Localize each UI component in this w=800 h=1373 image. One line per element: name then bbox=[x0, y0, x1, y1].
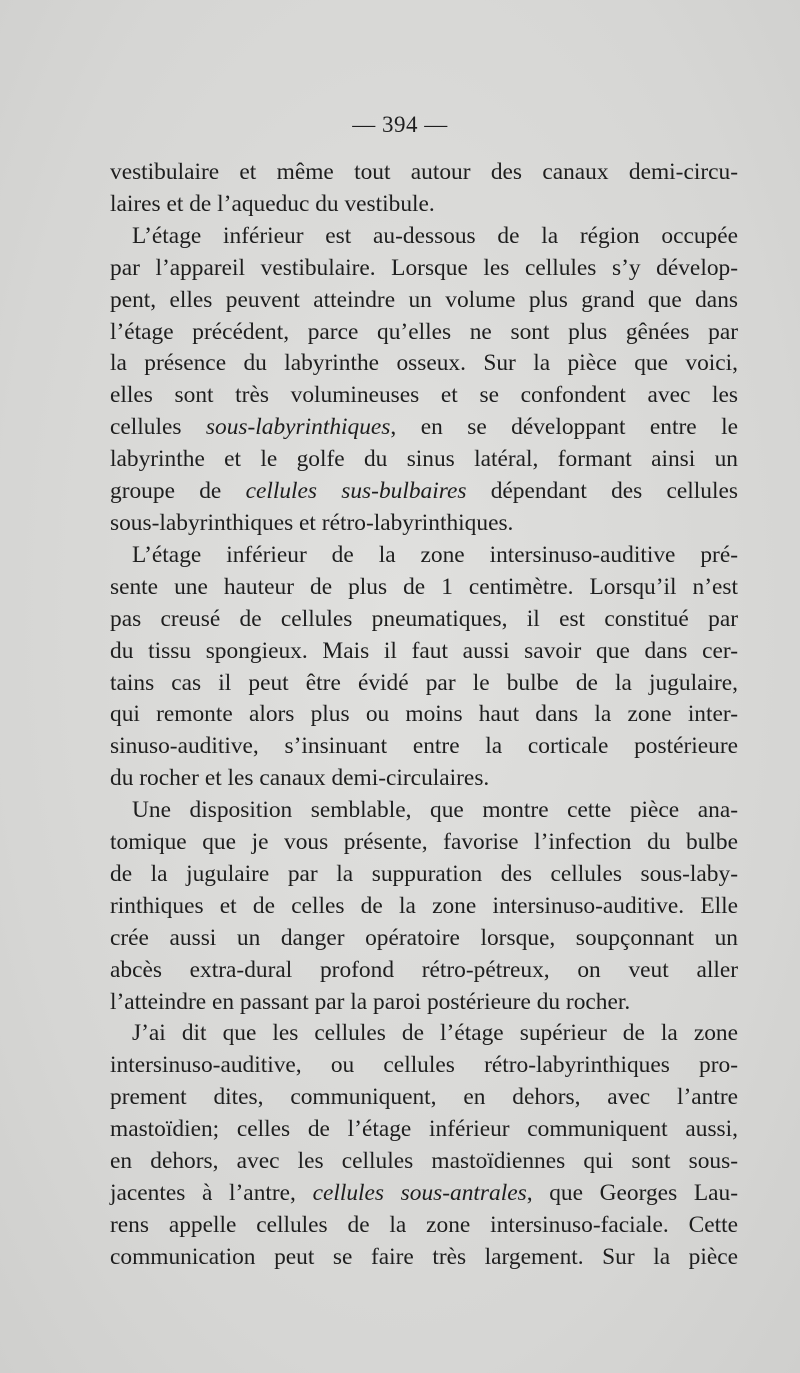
text-run: pas creusé de cellules pneumatiques, il est constitué par bbox=[110, 605, 738, 632]
text-line bbox=[110, 1242, 738, 1274]
text-line bbox=[110, 285, 738, 317]
text-run: crée aussi un danger opératoire lorsque, soupçonnant un bbox=[110, 924, 738, 951]
text-run: elles sont très volumineuses et se confondent avec les bbox=[110, 382, 738, 409]
page-number: — 394 — bbox=[352, 112, 448, 137]
text-line bbox=[110, 380, 738, 412]
text-line bbox=[110, 731, 738, 763]
text-line bbox=[110, 317, 738, 349]
text-run: J’ai dit que les cellules de l’étage supérieur de la zone bbox=[132, 1020, 738, 1047]
text-line bbox=[110, 1146, 738, 1178]
text-run: en dehors, avec les cellules mastoïdiennes qui sont sous- bbox=[110, 1148, 738, 1175]
text-run: la présence du labyrinthe osseux. Sur la pièce que voici, bbox=[110, 350, 738, 377]
text-run: du tissu spongieux. Mais il faut aussi savoir que dans cer- bbox=[110, 637, 738, 664]
text-run: communication peut se faire très largement. Sur la pièce bbox=[110, 1243, 738, 1270]
text-line bbox=[110, 444, 738, 476]
text-line bbox=[110, 859, 738, 891]
paragraph bbox=[110, 157, 738, 221]
text-run: prement dites, communiquent, en dehors, avec l’antre bbox=[110, 1084, 738, 1111]
text-run: sente une hauteur de plus de 1 centimètre. Lorsqu’il n’est bbox=[110, 573, 738, 600]
paragraph bbox=[110, 795, 738, 1018]
text-line bbox=[110, 253, 738, 285]
text-run: intersinuso-auditive, ou cellules rétro-labyrinthiques pro- bbox=[110, 1052, 738, 1079]
text-run: l’étage précédent, parce qu’elles ne sont plus gênées par bbox=[110, 318, 738, 345]
text-line bbox=[110, 1178, 738, 1210]
paragraph bbox=[110, 540, 738, 795]
text-line bbox=[110, 923, 738, 955]
text-run: cellules bbox=[110, 414, 206, 441]
text-run: l’atteindre en passant par la paroi postérieure du rocher. bbox=[110, 988, 631, 1015]
text-run: de la jugulaire par la suppuration des cellules sous-laby- bbox=[110, 860, 738, 887]
text-run: du rocher et les canaux demi-circulaires. bbox=[110, 765, 490, 792]
text-line bbox=[110, 1050, 738, 1082]
text-run: par l’appareil vestibulaire. Lorsque les cellules s’y dévelop- bbox=[110, 254, 738, 281]
italic-term: cellules sous-antrales bbox=[312, 1180, 527, 1206]
text-run: tains cas il peut être évidé par le bulbe de la jugulaire, bbox=[110, 669, 738, 696]
text-line bbox=[110, 795, 738, 827]
text-run: mastoïdien; celles de l’étage inférieur communiquent aussi, bbox=[110, 1116, 738, 1143]
text-line bbox=[110, 668, 738, 700]
text-line bbox=[110, 1114, 738, 1146]
body-text bbox=[110, 157, 738, 1274]
text-run: jacentes à l’antre, bbox=[110, 1180, 313, 1206]
text-run: qui remonte alors plus ou moins haut dans la zone inter- bbox=[110, 701, 738, 728]
text-run: rinthiques et de celles de la zone intersinuso-auditive. Elle bbox=[110, 892, 738, 919]
text-line bbox=[110, 636, 738, 668]
text-run: groupe de bbox=[110, 478, 246, 505]
text-run: L’étage inférieur est au-dessous de la région occupée bbox=[132, 222, 738, 249]
text-run: Une disposition semblable, que montre cette pièce ana- bbox=[132, 797, 738, 824]
text-line bbox=[110, 189, 738, 221]
text-line bbox=[110, 572, 738, 604]
text-run: , que Georges Lau- bbox=[526, 1180, 738, 1206]
text-run: labyrinthe et le golfe du sinus latéral, formant ainsi un bbox=[110, 446, 738, 473]
text-run: vestibulaire et même tout autour des canaux demi-circu- bbox=[110, 159, 738, 185]
text-line bbox=[110, 1082, 738, 1114]
text-line bbox=[110, 1210, 738, 1242]
text-run: sinuso-auditive, s’insinuant entre la corticale postérieure bbox=[110, 733, 738, 760]
italic-term: sous-labyrinthiques bbox=[205, 414, 391, 441]
italic-term: cellules sus-bulbaires bbox=[245, 478, 467, 505]
paragraph bbox=[110, 221, 738, 540]
text-line bbox=[110, 540, 738, 572]
paragraph bbox=[110, 1018, 738, 1273]
text-line bbox=[110, 348, 738, 380]
text-line bbox=[110, 987, 738, 1019]
text-run: rens appelle cellules de la zone intersinuso-faciale. Cette bbox=[110, 1211, 738, 1238]
text-line bbox=[110, 157, 738, 189]
text-run: sous-labyrinthiques et rétro-labyrinthiques. bbox=[110, 509, 514, 536]
text-line bbox=[110, 955, 738, 987]
text-line bbox=[110, 827, 738, 859]
text-run: L’étage inférieur de la zone intersinuso-auditive pré- bbox=[132, 541, 738, 568]
text-run: pent, elles peuvent atteindre un volume plus grand que dans bbox=[110, 286, 738, 313]
text-line bbox=[110, 604, 738, 636]
text-run: tomique que je vous présente, favorise l’infection du bulbe bbox=[110, 829, 738, 856]
text-line bbox=[110, 699, 738, 731]
text-line bbox=[110, 412, 738, 444]
text-line bbox=[110, 508, 738, 540]
text-run: , en se développant entre le bbox=[390, 414, 738, 441]
text-line bbox=[110, 221, 738, 253]
text-run: abcès extra-dural profond rétro-pétreux, on veut aller bbox=[110, 956, 738, 983]
text-line bbox=[110, 891, 738, 923]
text-line bbox=[110, 476, 738, 508]
text-run: dépendant des cellules bbox=[466, 478, 738, 505]
text-line bbox=[110, 1018, 738, 1050]
text-line bbox=[110, 763, 738, 795]
text-run: laires et de l’aqueduc du vestibule. bbox=[110, 190, 435, 217]
